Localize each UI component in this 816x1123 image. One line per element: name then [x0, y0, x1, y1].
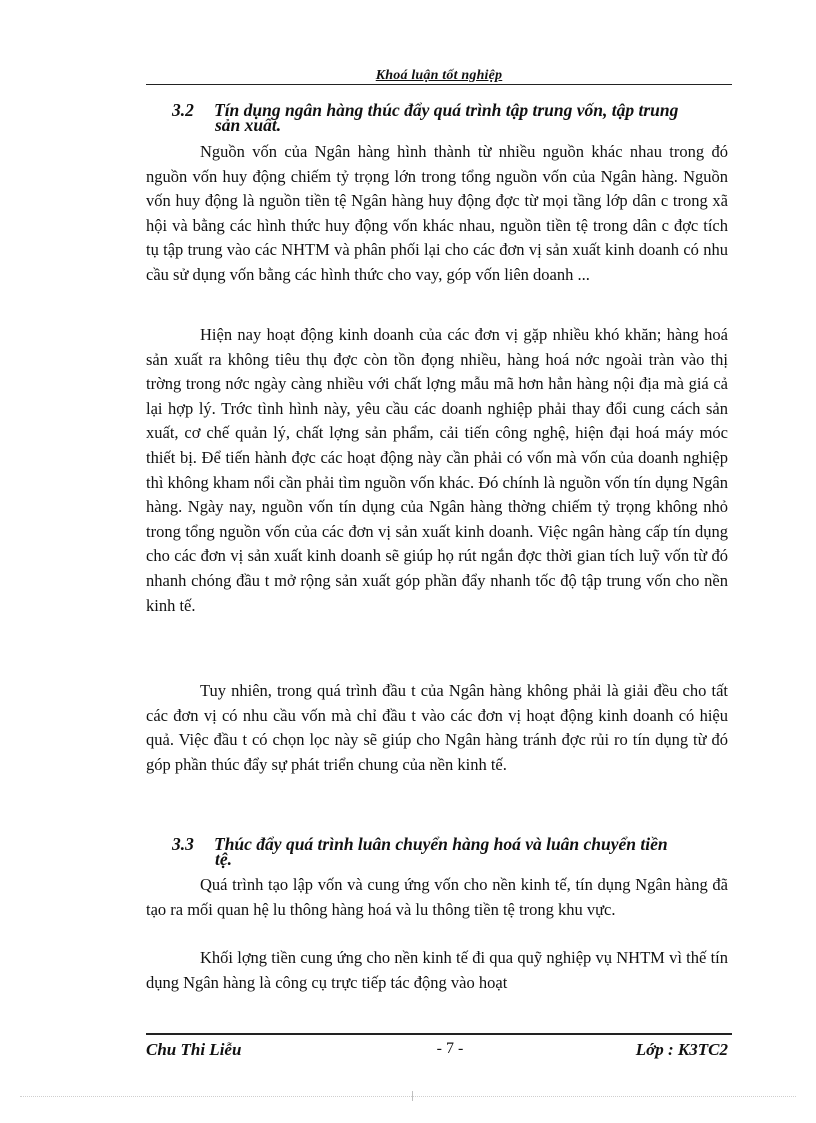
paragraph: Tuy nhiên, trong quá trình đầu t của Ngân hàng không phải là giải đều cho tất các đơn vị có nhu cầu vốn mà chỉ đầu t vào các đơn vị hoạt động kinh doanh có hiệu quả. Việc đầu t có chọn lọc này sẽ giúp cho Ngân hàng tránh đợc rủi ro tín dụng từ đó góp phần thúc đẩy sự phát triển chung của nền kinh tế. — [146, 681, 728, 774]
header-rule — [146, 84, 732, 85]
page-boundary-line — [20, 1096, 796, 1097]
section-number: 3.3 — [172, 834, 194, 854]
section-title-line2: tệ. — [215, 849, 233, 869]
section-title-line1: Tín dụng ngân hàng thúc đẩy quá trình tập trung vốn, tập trung — [214, 100, 679, 120]
paragraph: Nguồn vốn của Ngân hàng hình thành từ nhiều nguồn khác nhau trong đó nguồn vốn huy động chiếm tỷ trọng lớn trong tổng nguồn vốn của Ngân hàng. Nguồn vốn huy động là nguồn tiền tệ Ngân hàng huy động đợc từ mọi tầng lớp dân c trong xã hội và bằng các hình thức huy động vốn khác nhau, nguồn tiền tệ trong dân c đợc tích tụ tập trung vào các NHTM và phân phối lại cho các đơn vị sản xuất kinh doanh có nhu cầu sử dụng vốn bằng các hình thức cho vay, góp vốn liên doanh ... — [146, 142, 728, 284]
footer-class: Lớp : K3TC2 — [635, 1040, 728, 1059]
section-title-line2: sản xuất. — [215, 115, 282, 135]
section-heading-3-2 — [172, 100, 730, 135]
footer-page-number: - 7 - — [436, 1040, 464, 1057]
paragraph: Khối lợng tiền cung ứng cho nền kinh tế đi qua quỹ nghiệp vụ NHTM vì thế tín dụng Ngân hàng là công cụ trực tiếp tác động vào hoạt — [146, 948, 728, 992]
page-boundary-tick — [412, 1091, 413, 1101]
paragraph: Hiện nay hoạt động kinh doanh của các đơn vị gặp nhiều khó khăn; hàng hoá sản xuất ra không tiêu thụ đợc còn tồn đọng nhiều, hàng hoá nớc ngoài tràn vào thị trờng trong nớc ngày càng nhiều với chất lợng mẫu mã hơn hẳn hàng nội địa mà giá cả lại hợp lý. Trớc tình hình này, yêu cầu các doanh nghiệp phải thay đổi cung cách sản xuất, cơ chế quản lý, chất lợng sản phẩm, cải tiến công nghệ, hiện đại hoá máy móc thiết bị. Để tiến hành đợc các hoạt động này cần phải có vốn mà vốn của doanh nghiệp thì không kham nổi cần phải tìm nguồn vốn khác. Đó chính là nguồn vốn tín dụng Ngân hàng. Ngày nay, nguồn vốn tín dụng của Ngân hàng thờng chiếm tỷ trọng không nhỏ trong tổng nguồn vốn của các đơn vị sản xuất kinh doanh. Việc ngân hàng cấp tín dụng cho các đơn vị sản xuất kinh doanh sẽ giúp họ rút ngắn đợc thời gian tích luỹ vốn từ đó nhanh chóng đầu t mở rộng sản xuất góp phần đẩy nhanh tốc độ tập trung vốn cho nền kinh tế. — [146, 325, 729, 615]
section-number: 3.2 — [172, 100, 194, 120]
footer-author: Chu Thi Liễu — [146, 1040, 242, 1059]
footer-rule — [146, 1033, 732, 1035]
section-title-line1: Thúc đẩy quá trình luân chuyển hàng hoá và luân chuyển tiền — [214, 834, 668, 854]
paragraph: Quá trình tạo lập vốn và cung ứng vốn cho nền kinh tế, tín dụng Ngân hàng đã tạo ra mối quan hệ lu thông hàng hoá và lu thông tiền tệ trong khu vực. — [146, 875, 728, 919]
section-heading-3-3 — [172, 834, 730, 869]
header-title: Khoá luận tốt nghiệp — [375, 68, 503, 83]
